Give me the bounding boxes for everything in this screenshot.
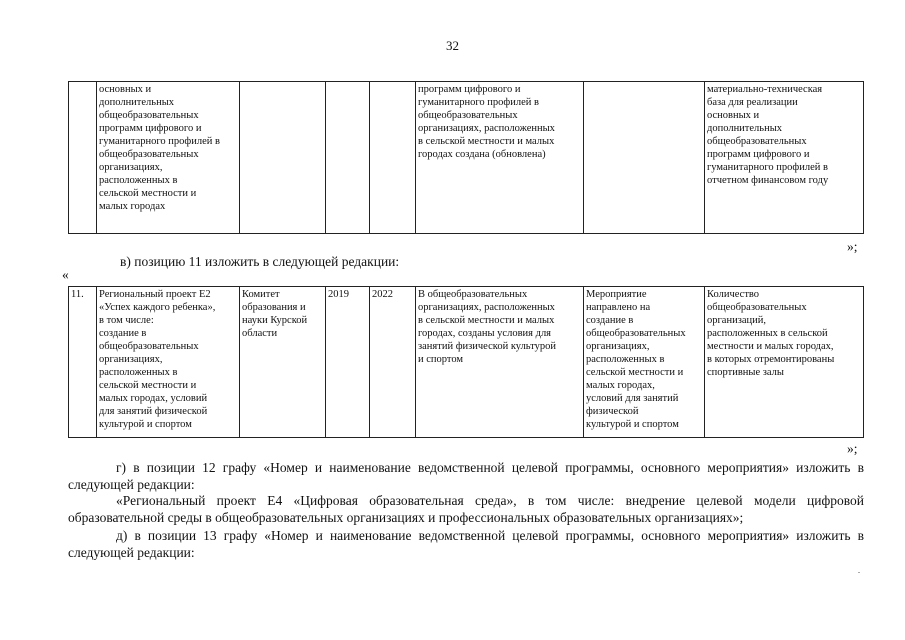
cell-program-name: основных и дополнительных общеобразовательных программ цифрового и гуманитарного профилей в общеобразовательных организациях, расположенных в сельской местности и малых городах <box>97 82 240 234</box>
table-continuation <box>68 81 864 234</box>
cell-indicator: Количество общеобразовательных организаций, расположенных в сельской местности и малых городах, в которых отремонтированы спортивные залы <box>705 287 864 438</box>
cell-connection <box>584 82 705 234</box>
cell-expected-result: программ цифрового и гуманитарного профилей в общеобразовательных организациях, расположенных в сельской местности и малых городах создана (обновлена) <box>416 82 584 234</box>
opening-quote: « <box>62 267 69 282</box>
closing-quote: »; <box>847 239 858 254</box>
cell-expected-result: В общеобразовательных организациях, расположенных в сельской местности и малых городах, созданы условия для занятий физической культурой и спортом <box>416 287 584 438</box>
cell-end-year <box>370 82 416 234</box>
cell-connection: Мероприятие направлено на создание в общеобразовательных организациях, расположенных в сельской местности и малых городах, условий для занятий физической культурой и спортом <box>584 287 705 438</box>
paragraph-item-g: г) в позиции 12 графу «Номер и наименование ведомственной целевой программы, основного мероприятия» изложить в следующей редакции: <box>68 460 864 492</box>
cell-executor: Комитет образования и науки Курской области <box>240 287 326 438</box>
cell-end-year: 2022 <box>370 287 416 438</box>
paragraph-item-v: в) позицию 11 изложить в следующей редакции: <box>120 254 400 269</box>
page-number: 32 <box>446 38 459 53</box>
table-position-11 <box>68 286 864 438</box>
cell-number <box>69 82 97 234</box>
cell-start-year <box>326 82 370 234</box>
cell-executor <box>240 82 326 234</box>
paragraph-item-g-quote: «Региональный проект Е4 «Цифровая образовательная среда», в том числе: внедрение целевой модели цифровой образовательной среды в общеобразовательных организациях и профессиональных образовательных организациях»; <box>68 493 864 525</box>
paragraph-item-d: д) в позиции 13 графу «Номер и наименование ведомственной целевой программы, основного мероприятия» изложить в следующей редакции: <box>68 528 864 560</box>
cell-number: 11. <box>69 287 97 438</box>
cell-program-name: Региональный проект Е2 «Успех каждого ребенка», в том числе: создание в общеобразовательных организациях, расположенных в сельской местности и малых городах, условий для занятий физической культурой и спортом <box>97 287 240 438</box>
cell-start-year: 2019 <box>326 287 370 438</box>
table-row <box>69 287 864 438</box>
closing-quote: »; <box>847 441 858 456</box>
cell-indicator: материально-техническая база для реализации основных и дополнительных общеобразовательных программ цифрового и гуманитарного профилей в отчетном финансовом году <box>705 82 864 234</box>
scan-speck <box>858 572 860 573</box>
table-row <box>69 82 864 234</box>
